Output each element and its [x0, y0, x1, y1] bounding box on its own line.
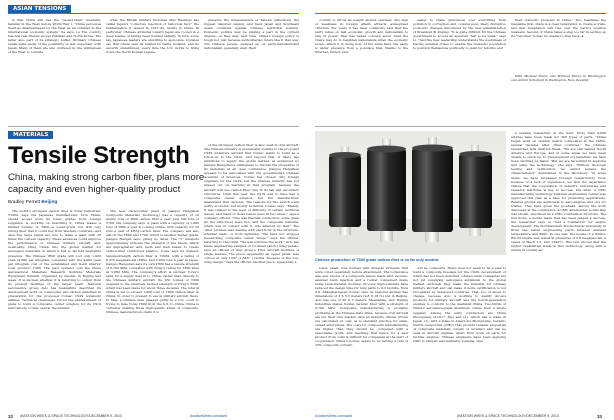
section-rule	[315, 13, 606, 14]
article-column-2: The new carbon-fiber plant of Jiangsu Hengshen Composite Materials Technology has a capacity of 10 metric tons of T800 carbon fiber a year, plus 300 tons of T700, the company says. A plant with a capacity of 1,000 tons of T800 a year is coming online, with capacity for 50 tons a year of M55J carbon fiber. The company will also sell on the T800 and T700, which is another higher grade, Jiangsu Hengsh says, giving no dates. The "T" numbers approximately indicate the strength of the fibers, which are impregnated with resin and then baked to create carbon-fiber reinforced plastics. Toray says its highest-tensile-strength carbon fiber is T1000, with a rating of 6,370 megapascals (MPa), and 2,000 tons a year in Japan. Jiangsu Hengshen says its own T800 has a tensile strength of 5,700 MPa, compared with Toray's rating for T800 fiber at 5,880 MPa. The company's effort is unclear. Toray's aims for a supply deal in to China, rather than directly to the Chinese military aircraft. Its 250 tonnes of T300 supplied to the relatively modest strength of Toray's T300, which has been made for about three decades. The total in China is set to exceed 1,000 tons of T800 carbon fiber in China. In order to present to use in military aircraft there. In May, a Chinese man pleaded guilty in a U.S. court to trying to take Toray T800 from the U.S. to China. China is currently making three high-quality kinds of composite. Chinese manufacturers claim it is	[106, 209, 199, 315]
byline-name: Bradley Perrett	[8, 200, 40, 205]
footer-publication: AVIATION WEEK & SPACE TECHNOLOGY/DECEMBER 9, 2013	[20, 414, 122, 418]
carbon-fiber-spools-photo	[315, 131, 506, 255]
footer-url[interactable]: AviationWeek.com/awst	[315, 414, 353, 418]
top-column-6: their domestic progress in China." Two headlines the magazine first, there is a clear temptation to create a crisis, and that temptation will rise over the party's position weakens. Second, if China takes a step too far in setting up its "red lines" it may be unable to step back. ∎	[511, 18, 606, 39]
credit-line: With Michael Bruno and Michael Fabey in Washington and Adrian Schofield in Wellington, New Zealand.	[511, 74, 606, 83]
headline: Tensile Strength	[8, 142, 190, 169]
divider	[8, 126, 299, 127]
section-rule	[8, 13, 299, 14]
byline	[8, 200, 57, 206]
top-column-4: country to throw its weight around overseas. Any sign of weakness in foreign affairs attracts widespread criticism. For years it has been commonly said that the party relies on fast economic growth and nationalism to stay in power. That has raised concern about what the rulers may do to heighten nationalism when the economy slows—which it is doing now. At the same time, the party is under pressure from a populace that, thanks to the Internet, finds it ever	[315, 18, 408, 55]
top-column-2: what the British military historian Max Hastings has called Japan's "collective rejection of historical fact," the militarization it caused in 1937–45, mostly in China. In particular, Chinese attitudes toward Japan are rooted in a deep feeling of having been treated unfairly. In turn, some say, Japanese leaders are unwilling to apologize. Updates say that China sees its bullied by being resisted, and its security undermined, every time the U.S. works to bring down the North Korean regime.	[106, 18, 199, 55]
byline-location: Beijing	[41, 200, 58, 205]
footer-publication: AVIATION WEEK & SPACE TECHNOLOGY/DECEMBER 9, 2013	[457, 414, 559, 418]
section-tag-materials: MATERIALS	[8, 131, 53, 139]
article-column-3: of the strongest carbon fiber is also used in civil aircraft. The Chinese industry is presumably looking to the proposed C929 widebody aircraft that Comac wants to build as a follow-on to the C919. And beyond that, it likely has ambitions to supply the global market, as evidenced by Jiangsu Hengshen's willingness to discuss the properties of its materials at an open conference. Jiangsu Hengshen appears to be associated with the government's Chinese Academy of Sciences. Comac has chosen only foreign suppliers for the C919, but the Chinese industry has not missed out on learning in that program, because the aircraft will use carbon-fiber only in its tail and secondary structures. Until this year, the C919 was to have had a composite center wingbox, but the manufacturer abandoned that decision. The reasons for the switch were partly economic but mostly technical, Comac says. "Mainly, it was related to the level of difficulty of certain technical issues, and many of those issues were in two areas," says a company official. "One was thermal conduction; some glues [in the structure] were hot, and the composite material, which was in contact with it, was affected by that." The other problem was dealing with electricity in the structure, whether static or from lightning. "We have not stopped researching composite center wings," says the official, referring to the C929. "We will continue the work." Avic has made engineering samples of 12-meter (40-ft.) wing panels, says an official of that group's First Aircraft Institute, a single feature. The piece, apparently an upper panel, was curved at only 12m² (1,643° ) radius "because of the low-wing design," says the official. Another piece, apparently a	[204, 143, 299, 265]
page-number: 32	[8, 414, 14, 419]
divider	[315, 126, 606, 127]
top-column-3: preserve the independence of Taiwan (effectively, the biggest disputed island), and back Japan and Southeast Asian countries against Chinese territorial buildup. Domestic politics may be playing a part in the current dispute—or they may next time. China's foreign policy is tough not just because authoritarian rulers like it that way. The Chinese people, pumped up on party-manufactured nationalism, generally want their	[204, 18, 299, 51]
footer-url[interactable]: AviationWeek.com/awst	[190, 414, 228, 418]
article-column-6: a leading researcher in the field. More than 4,000 articles have been made for 360 types of parts. "China began work on ceramic matrix composites in the 1980s, several decades after other countries," the Chinese researcher tells Aviation Week. "We are still behind North America and Europe, and in some areas we have been unable to catch up. In [development of] materials, we have been catching up faster. "But we are far behind in applying and using the technology," she says. "Without thorough testing and verification, we cannot believe the characteristics" determined in the laboratory. "In some areas, we have surpassed [foreign researchers]. Now, because of a lack of experience, we lack the experience shares that the cooperation of industry, universities and research institutes is key to success, she adds. A CMC manufacturing technology national engineering center was approved this year as a base for promoting applications. Related groups are applicable to aero-engines and one for brakes. They have given the go-ahead. Among the work discussed at the conference, a CMC afterburner nozzle flap was shown, described as a CMC combustion structure. The fuel flows, a nozzle made that has been judged a success, the researcher says, is "laid a foundation" for engine development. The Northwestern Polytechnical University in Xi'an has tested engineering parts between ambient temperature and 800C. In one test, the nozzle of a Kilmov RD-33 engine was tested at pressures of 3.6 megapascals, a speed of Mach 1.5, and 1342°C. This test proved that the higher capabilities made in this technology, along with a saving in cooling air.	[511, 131, 606, 253]
deck: China, making strong carbon fiber, plans more capacity and even higher-quality product	[8, 172, 205, 195]
page-number: 33	[597, 414, 603, 419]
article-column-1: The world's strongest carbon fiber is Toray Industries' T1000, says the Japanese manufacturer. Now China, should access even its lower grades from foreign suppliers, is working on matching it. China makes a limited volume of T800—a lower-grade but still very strong fiber that it could buy from Western countries—and says five large plants are due to make a plant with 20 times the current capacity. These advances could improve the performance of Chinese military aircraft and, eventually, bring China into the global market for aerospace materials, in which it has so far had negligible presence. The Chinese T800 grade will cost only 1,000 yuan ($160) per kilogram, compared with the 4,000 yuan per kilogram cost of the established and much inferior local product, T300. The pilot operator told the China Aeronautical Materials Research Institute Materials Equipment Summit, organized by Gaofen, in Beijing last week. It is unclear whether it is referring to output from its present facilities or the larger plant. National aeronautics group Avic has meanwhile described its development work on composites and carbon materials in preparation for the proposed Comac C929 widebody airliner. Technical challenges forced the abandonment of plans to build a composite center wingbox for its C919 narrowbody, Comac said at the summit.	[8, 209, 101, 311]
article-column-4: lower panel, was formed with integral stringers that were cured separately before attachment. The conference also saw photos of a composite sleeve made with vacuum-assisted resin injection and a rudder component made using resin-transfer molding. Process improvements have reduced the design time for long parts to 2-3 months, from 6-8. Shanghai-based Comac says its regional airliner has dimensions of 3 X 5.5 meters (9.8 X 18 ft.) but in Beijing. Avic has one of 30 X 7 meters. Meanwhile, Avic Beijing Industries makes Nextel ceramic fiber with a strength of 2,700 MPa. Composite manufacturing is probably profitable at the Chinese state firms, because civil aircraft are not their only market, says an industry official. Prices are calculated on cost, as is standard practice for state-owned enterprises. The costs for composite manufacturing are higher than they should be, compared with a reasonable profit. And reaching that figure for a new product from costs is difficult for companies at the start of cooperation. China's Comac seems to be setting a rate of 25% composite content.	[315, 266, 408, 347]
section-tag-asian-tensions: ASIAN TENSIONS	[8, 5, 71, 13]
top-column-1: is that China still has the "us-and-them" mentality familiar in the West before World War I. "China perceives itself as disadvantaged by the West as an outsider in the international economic system," he says. Ls The country has few real friends except Pakistan and North Korea. The latter also part of its strategic buffer. Ordinary Chinese speak quite easily of the possibility of war, especially with Japan. Many of them are also confused by the willingness of the West to tolerate	[8, 18, 101, 55]
photo-illustration	[315, 131, 506, 255]
article-column-5: will be composite. There does not seem to be a plan to build a composite fuselage for the C929, development of which has not been launched. China's main companies are not yet supplying aerospace aluminum to the global market, although they make the material for Chinese military aircraft and can make it more certification is not recognized by developed countries. That, too, is about to change, because Avic is working to qualify Alcoa's products for military aircraft and the fourth-generation engines to conform to the mainland China. Two-thirds of China's aerospace-grade aluminum comes from a single supplier. Among the early contractors are China Zhongwang (6×6×7 Mp) and (2), which has a stake in Japan. (1), with a stake in America's Zhongwang. Ceramic matrix composites (CMC) that provide tunable properties of composite materials consist of ceramics and can be used in aircraft engines. Apart from work on parts for turbine engines, Chinese engineers have been applying CMC to ramjets and telemetry systems, says	[413, 266, 506, 343]
top-column-5: easier to share grievances over everything from pollution to corruption and, coming soon, likely disruptive economic changes introduced by the new administration of President Xi Jinping. "It is quite difficult for the Chinese government to accept an apparent 'fall' to be weak," says Li. "And the new leadership understands the usefulness of having external crises to enable the domestic population to position themselves politically to push for reforms and	[413, 18, 506, 51]
right-page	[307, 0, 614, 420]
photo-caption: Chinese production of T800 grade carbon fiber is so far only modest.	[315, 258, 440, 262]
